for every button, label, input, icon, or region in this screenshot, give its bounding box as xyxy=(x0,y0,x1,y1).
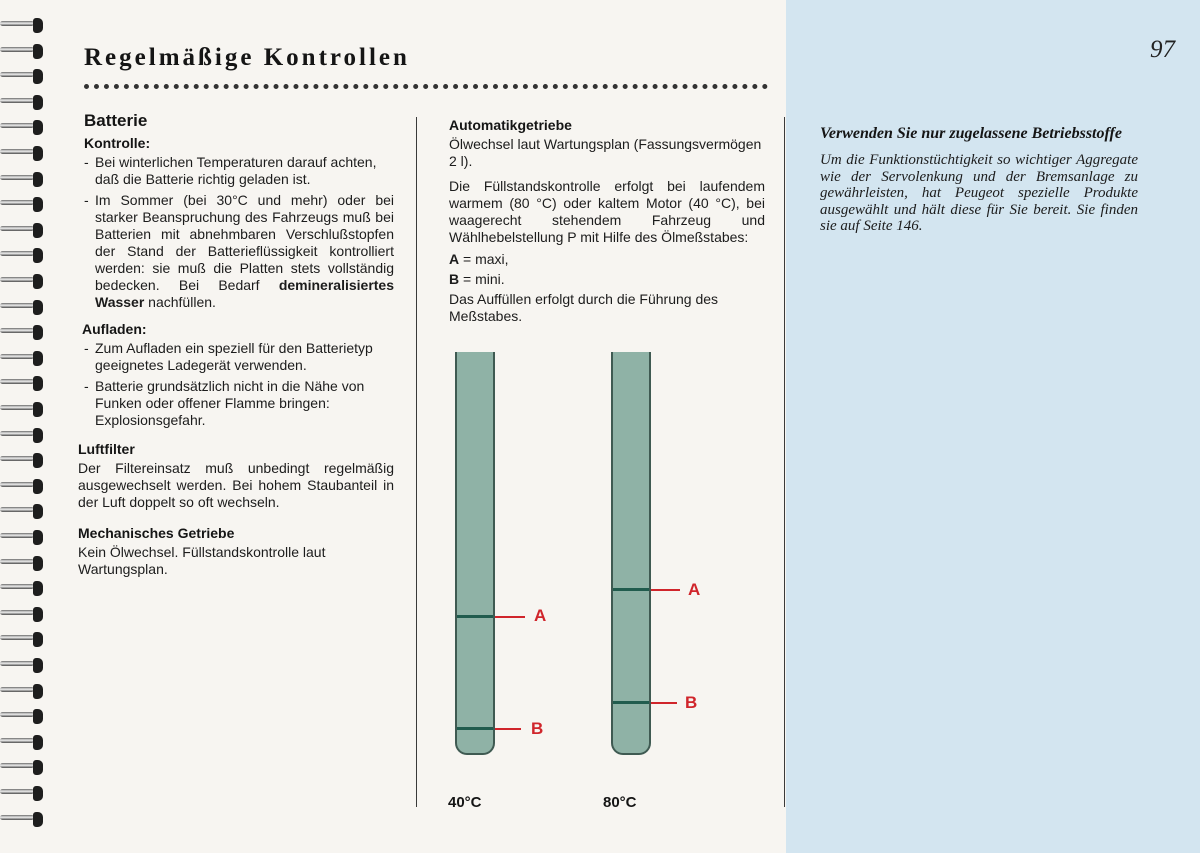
binding-ring xyxy=(0,735,48,751)
page-title: Regelmäßige Kontrollen xyxy=(84,44,410,71)
dipstick-40c-mark-a xyxy=(457,615,493,618)
binding-ring xyxy=(0,325,48,341)
binding-ring xyxy=(0,172,48,188)
binding-ring xyxy=(0,376,48,392)
subheading-aufladen: Aufladen: xyxy=(82,321,147,337)
binding-ring xyxy=(0,44,48,60)
column-approved-fluids xyxy=(820,124,1138,235)
binding-ring xyxy=(0,504,48,520)
bullet-aufladen-2: - Batterie grundsätzlich nicht in die Nähe von Funken oder offener Flamme bringen: Explosionsgefahr. xyxy=(84,378,365,428)
binding-ring xyxy=(0,146,48,162)
legend-a: A = maxi, xyxy=(449,251,509,267)
spiral-binding xyxy=(0,18,50,848)
binding-ring xyxy=(0,428,48,444)
binding-ring xyxy=(0,786,48,802)
dipstick-40c-mark-b xyxy=(457,727,493,730)
text-oil-change: Ölwechsel laut Wartungsplan (Fassungsvermögen 2 l). xyxy=(449,136,762,169)
subheading-kontrolle: Kontrolle: xyxy=(84,135,151,151)
binding-ring xyxy=(0,120,48,136)
binding-ring xyxy=(0,69,48,85)
binding-ring xyxy=(0,248,48,264)
dipstick-80c xyxy=(611,352,651,755)
legend-b: B = mini. xyxy=(449,271,505,287)
title-dotted-rule xyxy=(84,84,768,89)
bullet-kontrolle-1: - Bei winterlichen Temperaturen darauf achten, daß die Batterie richtig geladen ist. xyxy=(84,154,377,187)
dipstick-80c-pointer-a xyxy=(651,589,680,591)
binding-ring xyxy=(0,530,48,546)
binding-ring xyxy=(0,658,48,674)
dipstick-80c-mark-b xyxy=(613,701,649,704)
text-level-check: Die Füllstandskontrolle erfolgt bei laufendem warmem (80 °C) oder kaltem Motor (40 °C), bei waagerecht stehendem Fahrzeug und Wählhebelstellung P mit Hilfe des Ölmeßstabes: xyxy=(449,178,765,245)
binding-ring xyxy=(0,223,48,239)
binding-ring xyxy=(0,402,48,418)
text-mechanisches-getriebe: Kein Ölwechsel. Füllstandskontrolle laut Wartungsplan. xyxy=(78,544,326,577)
binding-ring xyxy=(0,351,48,367)
dipstick-80c-mark-a xyxy=(613,588,649,591)
bold-demineralized-water: demineralisiertes Wasser xyxy=(95,277,394,310)
binding-ring xyxy=(0,274,48,290)
dipstick-80c-pointer-b xyxy=(651,702,677,704)
heading-approved-fluids: Verwenden Sie nur zugelassene Betriebsstoffe xyxy=(820,125,1122,142)
text-approved-fluids: Um die Funktionstüchtigkeit so wichtiger Aggregate wie der Servolenkung und der Bremsanlage zu gewährleisten, hat Peugeot spezielle Produkte ausgewählt und hält diese für Sie bereit. Sie finden sie auf Seite 146. xyxy=(820,152,1138,234)
binding-ring xyxy=(0,479,48,495)
section-heading-batterie: Batterie xyxy=(84,111,148,130)
dipstick-80c-label-b: B xyxy=(685,693,698,712)
binding-ring xyxy=(0,95,48,111)
column-battery xyxy=(78,111,394,578)
dipstick-80c-label-a: A xyxy=(688,580,701,599)
bullet-aufladen-1: - Zum Aufladen ein speziell für den Batterietyp geeignetes Ladegerät verwenden. xyxy=(84,340,373,373)
label-80c: 80°C xyxy=(603,794,637,811)
dipstick-40c-label-b: B xyxy=(531,719,544,738)
page-number: 97 xyxy=(1150,36,1175,63)
binding-ring xyxy=(0,709,48,725)
binding-ring xyxy=(0,684,48,700)
binding-ring xyxy=(0,760,48,776)
subheading-mechanisches-getriebe: Mechanisches Getriebe xyxy=(78,525,235,541)
binding-ring xyxy=(0,18,48,34)
binding-ring xyxy=(0,581,48,597)
text-luftfilter: Der Filtereinsatz muß unbedingt regelmäßig ausgewechselt werden. Bei hohem Staubanteil in der Luft doppelt so oft wechseln. xyxy=(78,460,394,510)
subheading-luftfilter: Luftfilter xyxy=(78,441,135,457)
binding-ring xyxy=(0,607,48,623)
column-divider-right xyxy=(784,117,785,807)
dipstick-40c-label-a: A xyxy=(534,606,547,625)
column-divider-left xyxy=(416,117,417,807)
subheading-automatikgetriebe: Automatikgetriebe xyxy=(449,117,572,133)
binding-ring xyxy=(0,556,48,572)
binding-ring xyxy=(0,300,48,316)
dipstick-40c xyxy=(455,352,495,755)
dipstick-40c-pointer-a xyxy=(495,616,525,618)
binding-ring xyxy=(0,812,48,828)
label-40c: 40°C xyxy=(448,794,482,811)
binding-ring xyxy=(0,632,48,648)
text-refill: Das Auffüllen erfolgt durch die Führung des Meßstabes. xyxy=(449,291,719,324)
dipstick-diagram xyxy=(430,352,760,822)
binding-ring xyxy=(0,197,48,213)
column-automatic-gearbox xyxy=(449,117,765,325)
binding-ring xyxy=(0,453,48,469)
bullet-kontrolle-2: - Im Sommer (bei 30°C und mehr) oder bei starker Beanspruchung des Fahrzeugs muß bei Batterien mit abnehmbaren Verschlußstopfen der Stand der Batterieflüssigkeit kontrolliert werden: sie muß die Platten stets vollständig bedecken. Bei Bedarf demineralisiertes Wasser nachfüllen. xyxy=(84,192,394,310)
dipstick-40c-pointer-b xyxy=(495,728,521,730)
